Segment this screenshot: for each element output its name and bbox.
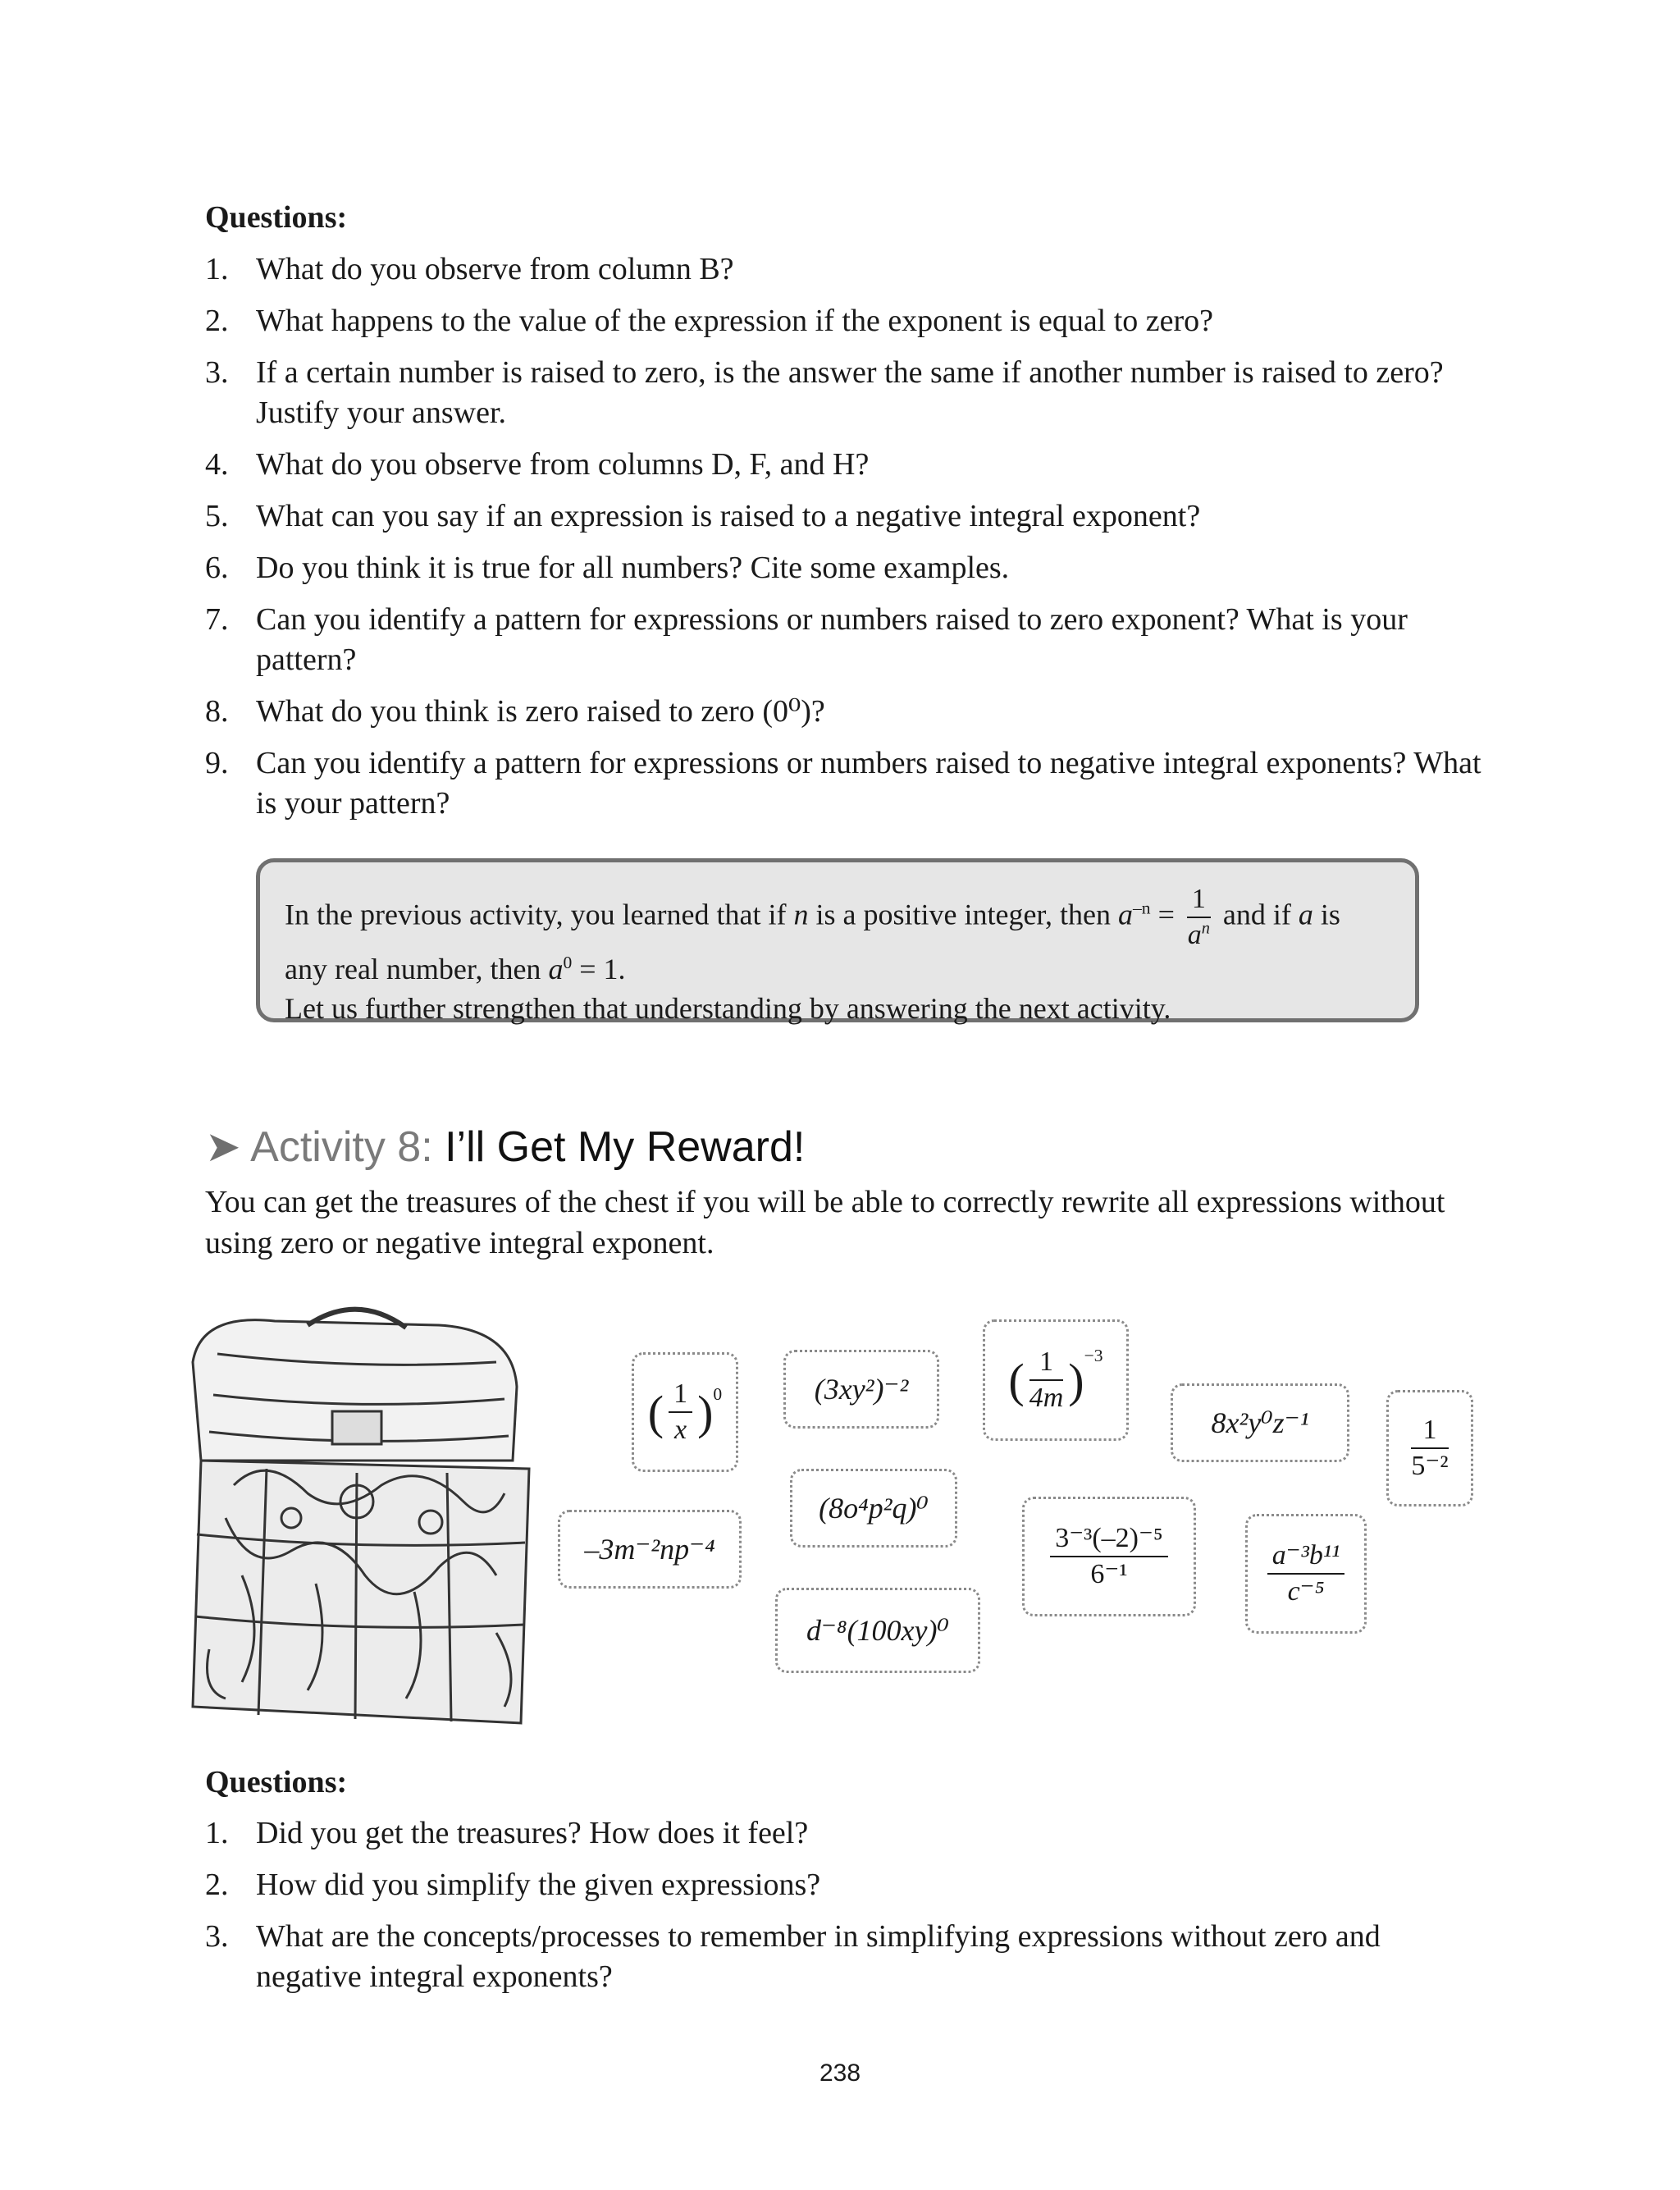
list-item: 7. Can you identify a pattern for expressions or numbers raised to zero exponent? What is your pattern?	[205, 602, 1408, 677]
expression-card: ( $\frac{1}{x}$ ) $^0$	[632, 1352, 738, 1472]
note-line-1: In the previous activity, you learned that if n is a positive integer, then $a^{-n}$ = $\frac{1}{a^n}$ and if a is	[285, 884, 1340, 950]
list-item: 4. What do you observe from columns D, F, and H?	[205, 447, 870, 482]
list-item: 8. What do you think is zero raised to zero (0⁰)?	[205, 694, 825, 729]
expression-card: –3m⁻²np⁻⁴	[558, 1510, 742, 1589]
list-item: 9. Can you identify a pattern for expressions or numbers raised to negative integral exponents? What is your pattern?	[205, 746, 1481, 821]
expression-card: d⁻⁸(100xy)⁰	[775, 1588, 980, 1673]
arrow-icon: ➤	[205, 1123, 241, 1171]
treasure-chest-illustration	[168, 1305, 554, 1731]
list-item: 2. How did you simplify the given expressions?	[205, 1868, 821, 1902]
expression-card: (3xy²)⁻²	[783, 1350, 939, 1429]
note-box	[256, 858, 1419, 1025]
expression-card: $\frac{1}{\text{5⁻²}}$	[1386, 1390, 1473, 1506]
expression-card: (8o⁴p²q)⁰	[790, 1469, 957, 1548]
list-item: 3. If a certain number is raised to zero, is the answer the same if another number is raised to zero? Justify your answer.	[205, 355, 1444, 430]
list-item: 2. What happens to the value of the expression if the exponent is equal to zero?	[205, 304, 1214, 338]
expression-card: $\frac{\text{3⁻³(–2)⁻⁵}}{\text{6⁻¹}}$	[1022, 1497, 1196, 1616]
questions-list	[205, 249, 1485, 835]
note-line-3: Let us further strengthen that understanding by answering the next activity.	[285, 992, 1171, 1025]
list-item: 3. What are the concepts/processes to remember in simplifying expressions without zero and negative integral exponents?	[205, 1919, 1381, 1994]
questions-list	[205, 1813, 1485, 2009]
expression-card: $\frac{\text{a⁻³b¹¹}}{\text{c⁻⁵}}$	[1245, 1514, 1367, 1634]
questions-heading: Questions:	[205, 1765, 348, 1799]
list-item: 6. Do you think it is true for all numbers? Cite some examples.	[205, 551, 1010, 585]
note-line-2: any real number, then $a^0 = 1$.	[285, 953, 626, 985]
expression-card: 8x²y⁰z⁻¹	[1171, 1383, 1349, 1462]
questions-heading: Questions:	[205, 200, 348, 235]
list-item: 1. What do you observe from column B?	[205, 252, 734, 286]
list-item: 1. Did you get the treasures? How does it feel?	[205, 1816, 809, 1850]
activity-intro: You can get the treasures of the chest if you will be able to correctly rewrite all expressions without using zero or negative integral exponent.	[205, 1185, 1445, 1260]
expression-card: ( $\frac{1}{4m}$ ) $^{-3}$	[983, 1319, 1129, 1441]
note-fraction: $\frac{1}{a^n}$	[1187, 884, 1210, 950]
page-number: 238	[819, 2060, 861, 2087]
activity-title: ➤ Activity 8: I’ll Get My Reward!	[205, 1123, 806, 1171]
list-item: 5. What can you say if an expression is raised to a negative integral exponent?	[205, 499, 1201, 533]
